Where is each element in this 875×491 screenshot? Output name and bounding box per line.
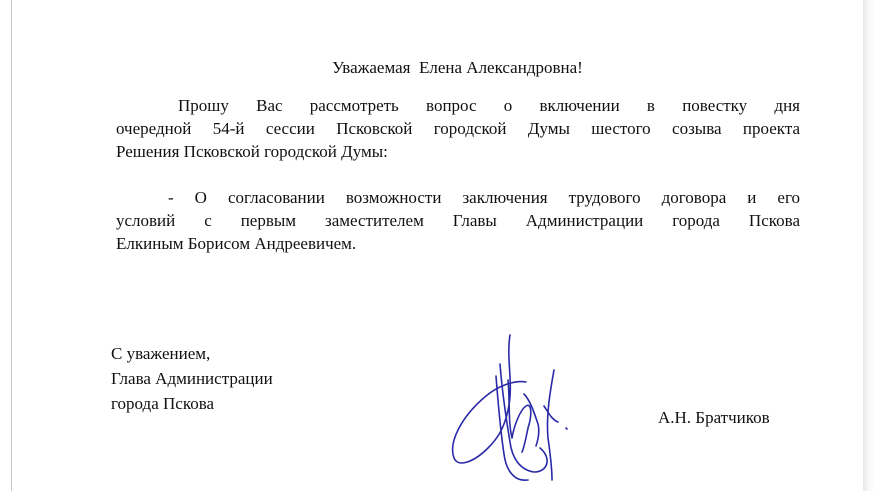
request-paragraph xyxy=(116,94,800,163)
signer-title: Глава Администрации xyxy=(111,369,273,388)
signer-name: А.Н. Братчиков xyxy=(658,408,770,427)
closing-regards: С уважением, xyxy=(111,344,211,363)
handwritten-signature xyxy=(440,330,590,491)
paragraph-line: Прошу Вас рассмотреть вопрос о включении в повестку дня xyxy=(178,96,800,115)
paragraph-line: Елкиным Борисом Андреевичем. xyxy=(116,234,357,253)
paragraph-line: условий с первым заместителем Главы Администрации города Пскова xyxy=(116,211,800,230)
paragraph-line: Решения Псковской городской Думы: xyxy=(116,142,388,161)
agenda-item-paragraph xyxy=(116,186,800,255)
letter-salutation: Уважаемая Елена Александровна! xyxy=(332,58,583,77)
paragraph-line: - О согласовании возможности заключения трудового договора и его xyxy=(168,188,800,207)
signer-organization: города Пскова xyxy=(111,394,215,413)
paragraph-line: очередной 54-й сессии Псковской городской Думы шестого созыва проекта xyxy=(116,119,800,138)
closing-block xyxy=(111,341,273,416)
